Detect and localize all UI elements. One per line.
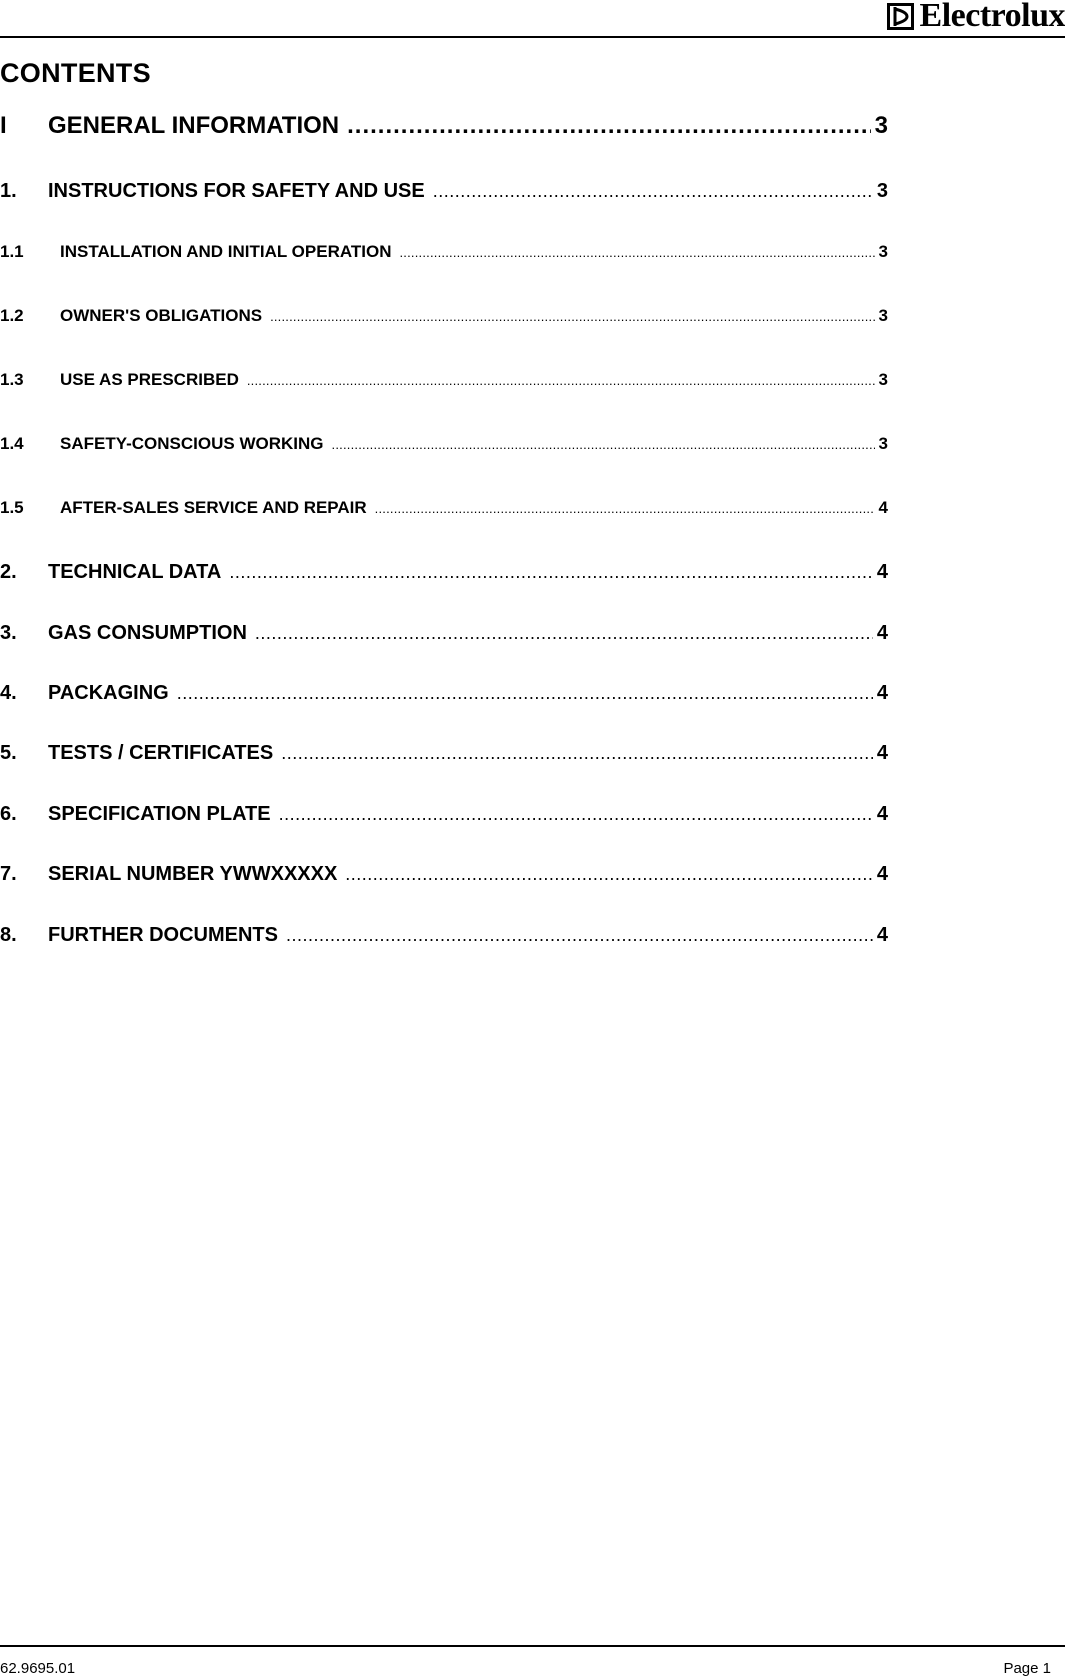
- toc-entry-label: USE AS PRESCRIBED: [60, 370, 239, 389]
- page-number: Page 1: [1003, 1660, 1051, 1677]
- toc-entry-number: 1.3: [0, 370, 24, 389]
- toc-entry[interactable]: [0, 682, 888, 705]
- footer-rule: [0, 1645, 1065, 1647]
- toc-entry-page: 3: [876, 180, 888, 202]
- toc-entry-number: 3.: [0, 622, 17, 644]
- toc-entry-page: 3: [878, 242, 888, 261]
- toc-leader-dots: [375, 498, 875, 518]
- toc-entry-page: 4: [876, 682, 888, 704]
- toc-entry-number: 6.: [0, 803, 17, 825]
- toc-leader-dots: [229, 561, 873, 584]
- toc-entry-page: 4: [876, 803, 888, 825]
- toc-entry-page: 4: [876, 863, 888, 885]
- toc-entry-label: OWNER'S OBLIGATIONS: [60, 306, 263, 325]
- toc-entry[interactable]: [0, 622, 888, 645]
- toc-leader-dots: [399, 242, 874, 262]
- toc-entry[interactable]: [0, 803, 888, 826]
- toc-entry-number: 7.: [0, 863, 17, 885]
- toc-leader-dots: [281, 742, 873, 765]
- toc-entry-number: 5.: [0, 742, 17, 764]
- toc-entry-label: SERIAL NUMBER YWWXXXXX: [48, 863, 338, 885]
- toc-leader-dots: [345, 863, 873, 886]
- toc-entry[interactable]: [0, 498, 888, 518]
- toc-entry-number: 2.: [0, 561, 17, 583]
- toc-entry-page: 4: [878, 498, 888, 517]
- electrolux-logo-icon: [887, 3, 914, 30]
- toc-entry[interactable]: [0, 242, 888, 262]
- toc-entry-label: AFTER-SALES SERVICE AND REPAIR: [60, 498, 367, 517]
- page-title: CONTENTS: [0, 58, 151, 88]
- toc-entry-page: 4: [876, 561, 888, 583]
- toc-entry-page: 3: [878, 306, 888, 325]
- toc-entry[interactable]: [0, 306, 888, 326]
- toc-leader-dots: [255, 622, 873, 645]
- toc-entry-page: 4: [876, 924, 888, 946]
- toc-entry-label: INSTALLATION AND INITIAL OPERATION: [60, 242, 392, 261]
- toc-entry[interactable]: [0, 180, 888, 203]
- toc-entry-number: 1.4: [0, 434, 24, 453]
- toc-entry-number: 8.: [0, 924, 17, 946]
- toc-leader-dots: [270, 306, 874, 326]
- toc-entry-number: 1.: [0, 180, 17, 202]
- toc-leader-dots: [177, 682, 873, 705]
- toc-entry-label: SAFETY-CONSCIOUS WORKING: [60, 434, 324, 453]
- toc-entry[interactable]: [0, 863, 888, 886]
- toc-entry[interactable]: [0, 561, 888, 584]
- toc-entry-page: 4: [876, 622, 888, 644]
- toc-entry[interactable]: [0, 112, 888, 140]
- toc-entry-label: FURTHER DOCUMENTS: [48, 924, 278, 946]
- toc-leader-dots: [279, 803, 873, 826]
- toc-entry-page: 3: [878, 434, 888, 453]
- header-rule: [0, 36, 1065, 38]
- toc-leader-dots: [332, 434, 875, 454]
- document-number: 62.9695.01: [0, 1660, 76, 1677]
- toc-entry-page: 4: [876, 742, 888, 764]
- page-header: [0, 0, 1065, 38]
- toc-leader-dots: [433, 180, 873, 203]
- toc-entry-number: 1.5: [0, 498, 24, 517]
- brand: [887, 0, 1065, 32]
- toc-entry-number: I: [0, 112, 7, 139]
- toc-entry-label: GENERAL INFORMATION: [48, 112, 340, 139]
- toc-entry-label: TESTS / CERTIFICATES: [48, 742, 274, 764]
- toc-entry[interactable]: [0, 924, 888, 947]
- toc-entry-label: PACKAGING: [48, 682, 169, 704]
- toc-leader-dots: [347, 112, 871, 140]
- toc-entry-number: 1.1: [0, 242, 24, 261]
- toc-entry-number: 1.2: [0, 306, 24, 325]
- toc-entry[interactable]: [0, 434, 888, 454]
- toc-entry[interactable]: [0, 742, 888, 765]
- toc-entry-label: INSTRUCTIONS FOR SAFETY AND USE: [48, 180, 425, 202]
- toc-entry-page: 3: [878, 370, 888, 389]
- toc-leader-dots: [247, 370, 875, 390]
- toc-leader-dots: [286, 924, 873, 947]
- brand-name: Electrolux: [919, 0, 1065, 34]
- toc-entry-number: 4.: [0, 682, 17, 704]
- toc-entry-label: TECHNICAL DATA: [48, 561, 222, 583]
- toc-entry[interactable]: [0, 370, 888, 390]
- toc-entry-page: 3: [874, 112, 888, 139]
- toc-entry-label: SPECIFICATION PLATE: [48, 803, 271, 825]
- toc-entry-label: GAS CONSUMPTION: [48, 622, 247, 644]
